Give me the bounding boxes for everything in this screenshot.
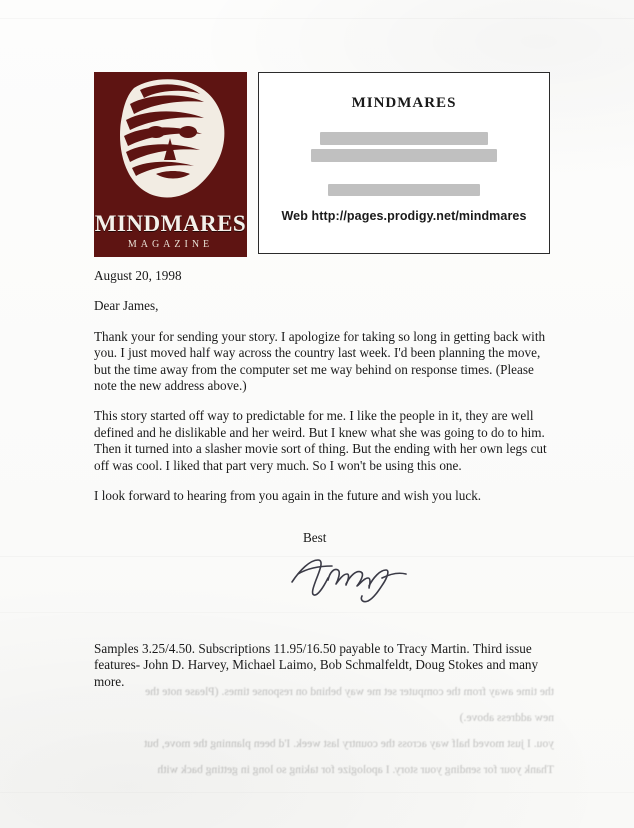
paper-crease bbox=[0, 792, 634, 793]
letter-date: August 20, 1998 bbox=[94, 268, 182, 283]
redacted-city-state-zip bbox=[311, 149, 497, 162]
letterhead bbox=[94, 72, 550, 258]
letter-paragraph: This story started off way to predictable for me. I like the people in it, they are well defined and he dislikable and her weird. But I knew what she was going to do to him. Then it turned into a slasher movie sort of thing. But the ending with her own legs cut off was cool. I liked that part very much. So I won't be using this one. bbox=[94, 408, 547, 473]
bleed-line: Thank your for sending your story. I apologize for taking so long in getting back with bbox=[157, 763, 554, 776]
letter-paragraph: I look forward to hearing from you again in the future and wish you luck. bbox=[94, 488, 482, 504]
footer-note: Samples 3.25/4.50. Subscriptions 11.95/16.50 payable to Tracy Martin. Third issue features- John D. Harvey, Michael Laimo, Bob Schmalfeldt, Doug Stokes and many more. bbox=[94, 641, 539, 689]
website-line: Web http://pages.prodigy.net/mindmares bbox=[281, 209, 527, 223]
address-block bbox=[258, 72, 550, 254]
address-block-title: MINDMARES bbox=[351, 95, 457, 111]
face-illustration-icon bbox=[100, 76, 241, 212]
signature bbox=[286, 548, 416, 604]
bleed-through-text bbox=[94, 684, 554, 788]
letter-paragraph: Thank your for sending your story. I apologize for taking so long in getting back with you. I just moved half way across the country last week. I'd been planning the move, but the time away from the computer set me way behind on response times. (Please note the new address above.) bbox=[94, 328, 546, 394]
redacted-street-address bbox=[320, 132, 488, 145]
bleed-line: new address above.) bbox=[459, 711, 554, 724]
letter-salutation: Dear James, bbox=[94, 298, 159, 314]
letter-closing: Best bbox=[303, 530, 327, 545]
paper-crease bbox=[0, 612, 634, 613]
bleed-line: you. I just moved half way across the country last week. I'd been planning the move, but bbox=[143, 737, 554, 750]
logo-magazine-name: MINDMARES bbox=[94, 211, 247, 236]
paper-crease bbox=[0, 18, 634, 19]
magazine-logo bbox=[94, 72, 247, 257]
bleed-line: the time away from the computer set me way behind on response times. (Please note the bbox=[145, 685, 554, 698]
logo-magazine-subtitle: MAGAZINE bbox=[127, 239, 214, 250]
letter-body bbox=[94, 268, 552, 518]
redacted-email-address bbox=[328, 184, 480, 196]
